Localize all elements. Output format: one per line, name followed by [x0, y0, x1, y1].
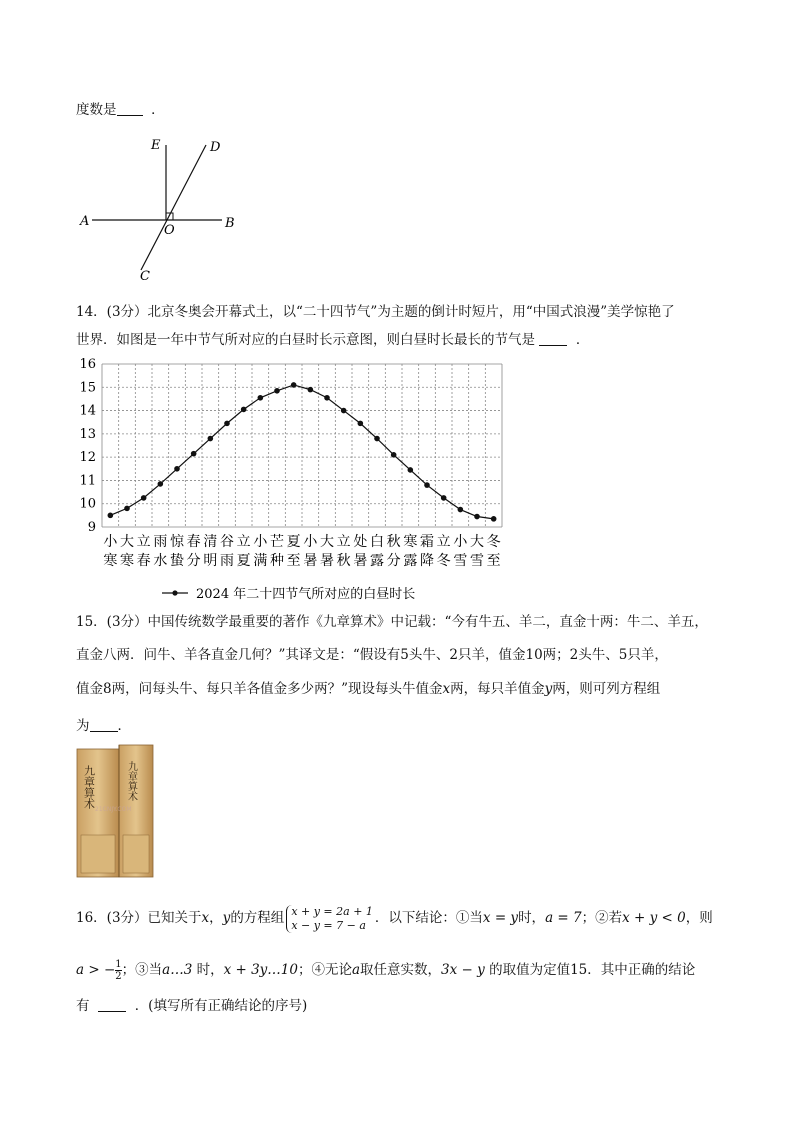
data-point — [324, 395, 330, 401]
data-point — [441, 495, 447, 501]
q15-line4-text: 为 — [76, 718, 90, 734]
x-tick-label-bottom: 暑 — [353, 553, 368, 569]
x-tick-label-top: 冬 — [486, 534, 501, 550]
data-point — [141, 495, 147, 501]
x-tick-label-bottom: 暑 — [320, 553, 334, 569]
data-point — [424, 482, 430, 488]
x-tick-label-top: 立 — [336, 534, 351, 550]
y-tick-label: 16 — [79, 357, 96, 372]
q16-line3 — [76, 996, 307, 1016]
x-tick-label-top: 惊 — [170, 534, 184, 550]
legend-marker — [172, 590, 177, 595]
label-a: A — [80, 214, 90, 229]
x-tick-label-top: 立 — [436, 534, 451, 550]
q14-line1: 14．(3分）北京冬奥会开幕式土，以“二十四节气”为主题的倒计时短片，用“中国式浪漫”美学惊艳了 — [76, 304, 675, 320]
cond-2: x + y < 0 — [622, 910, 686, 926]
x-tick-label-top: 小 — [103, 534, 118, 550]
q14-line2-text: 世界．如图是一年中节气所对应的白昼时长示意图，则白昼时长最长的节气是 — [76, 332, 535, 348]
x-tick-label-top: 立 — [136, 534, 151, 550]
q16-conclusions-intro: ．以下结论：①当 — [374, 910, 483, 926]
chart-grid — [102, 364, 502, 527]
q16-line2 — [76, 955, 695, 985]
legend — [162, 586, 415, 602]
x-tick-label-bottom: 蛰 — [170, 553, 184, 569]
data-point — [308, 387, 314, 393]
x-tick-label-bottom: 冬 — [436, 553, 451, 569]
y-tick-label: 9 — [87, 520, 96, 535]
q15-line1: 15．(3分）中国传统数学最重要的著作《九章算术》中记载：“今有牛五、羊二，直金十两：牛二、羊五， — [76, 614, 708, 630]
geometry-figure — [78, 135, 248, 280]
result-2: a > − — [76, 962, 116, 978]
x-tick-label-bottom: 露 — [403, 553, 418, 569]
data-point — [124, 506, 130, 512]
text: ；③当 — [121, 962, 163, 978]
data-point — [208, 436, 214, 442]
data-point — [474, 514, 480, 520]
period: ． — [151, 102, 165, 118]
data-point — [408, 467, 414, 473]
daylight-chart — [76, 352, 516, 604]
book-title-left: 九章算术 — [82, 765, 96, 809]
data-point — [241, 407, 247, 413]
q16-line3-text: 有 — [76, 998, 90, 1014]
x-tick-label-top: 大 — [320, 534, 334, 550]
answer-blank-13[interactable] — [117, 101, 143, 116]
q16-line1 — [76, 903, 713, 933]
x-tick-label-bottom: 秋 — [336, 553, 351, 569]
expr-3x-y: 3x − y — [441, 962, 485, 978]
y-tick-label: 14 — [79, 403, 96, 419]
frac-den: 2 — [115, 971, 122, 982]
data-point — [174, 466, 180, 472]
x-tick-label-top: 春 — [186, 534, 201, 550]
data-point — [224, 421, 230, 427]
x-tick-label-top: 谷 — [220, 534, 234, 550]
result-1: a = 7 — [545, 910, 582, 926]
comma: ， — [209, 910, 223, 926]
y-tick-labels — [79, 357, 96, 535]
period: ． — [117, 718, 131, 734]
data-point — [258, 395, 264, 401]
data-point — [391, 452, 397, 458]
q16-intro2: 的方程组 — [230, 910, 285, 926]
q15-line3-c: 两，则可列方程组 — [552, 681, 661, 697]
result-3: x + 3y…10 — [223, 962, 298, 978]
x-tick-label-bottom: 夏 — [236, 553, 251, 569]
y-tick-label: 10 — [79, 496, 96, 512]
text: 取任意实数， — [360, 962, 442, 978]
cond-1: x = y — [482, 910, 519, 926]
x-tick-label-bottom: 雪 — [453, 553, 468, 569]
q15-line3-a: 值金8两，问每头牛、每只羊各值金多少两？”现设每头牛值金 — [76, 681, 443, 697]
jiuzhang-suanshu-book-image — [75, 743, 157, 880]
data-point — [491, 516, 497, 522]
label-b: B — [225, 216, 235, 231]
x-tick-label-bottom: 种 — [270, 553, 284, 569]
var-x: x — [442, 681, 451, 697]
q15-line4 — [76, 716, 131, 736]
legend-label: 2024 年二十四节气所对应的白昼时长 — [196, 587, 416, 602]
text: ；②若 — [581, 910, 623, 926]
x-tick-label-bottom: 雪 — [470, 553, 484, 569]
x-tick-label-top: 霜 — [420, 534, 434, 550]
x-tick-label-bottom: 降 — [420, 553, 434, 569]
data-point — [291, 382, 297, 388]
data-point — [374, 436, 380, 442]
var-y: y — [222, 910, 231, 926]
x-tick-label-bottom: 寒 — [120, 553, 134, 569]
x-tick-label-bottom: 露 — [370, 553, 384, 569]
data-point — [458, 507, 464, 513]
x-tick-label-bottom: 至 — [286, 553, 301, 569]
answer-blank-14[interactable] — [539, 331, 567, 346]
var-x: x — [201, 910, 210, 926]
line-cd — [141, 145, 206, 270]
var-a: a — [351, 962, 361, 978]
y-tick-label: 11 — [79, 473, 96, 489]
text: 时， — [518, 910, 546, 926]
book-title-right: 九章算术 — [125, 761, 137, 801]
top-text: 度数是 — [76, 102, 117, 118]
q15-line2: 直金八两．问牛、羊各直金几何？”其译文是：“假设有5头牛、2只羊，值金10两；2头牛、5只羊， — [76, 647, 668, 663]
data-point — [191, 451, 197, 457]
x-tick-label-bottom: 满 — [253, 553, 268, 569]
label-e: E — [151, 138, 161, 153]
q15-line3-b: 两，每只羊值金 — [450, 681, 545, 697]
x-tick-label-top: 秋 — [386, 534, 401, 550]
x-tick-label-top: 芒 — [270, 534, 284, 550]
x-tick-label-bottom: 雨 — [220, 553, 234, 569]
x-tick-label-top: 小 — [253, 534, 268, 550]
answer-blank-16[interactable] — [98, 997, 126, 1012]
x-tick-label-top: 雨 — [153, 534, 168, 550]
data-point — [274, 388, 280, 394]
x-tick-label-top: 立 — [236, 534, 251, 550]
x-tick-label-bottom: 水 — [153, 553, 168, 569]
x-tick-label-top: 大 — [120, 534, 134, 550]
equation-1: x + y = 2a + 1 — [291, 904, 373, 918]
x-tick-label-top: 小 — [453, 534, 468, 550]
x-tick-label-top: 清 — [203, 534, 218, 550]
q16-intro: 16．(3分）已知关于 — [76, 910, 202, 926]
x-tick-label-top: 白 — [370, 534, 384, 550]
var-y: y — [544, 681, 553, 697]
x-tick-label-bottom: 分 — [186, 553, 201, 569]
book-watermark: 21CNJY.COM — [95, 806, 132, 813]
x-tick-label-top: 寒 — [403, 534, 418, 550]
y-tick-label: 13 — [79, 426, 96, 442]
top-answer-line — [76, 100, 165, 120]
text: 时， — [196, 962, 224, 978]
y-tick-label: 15 — [79, 380, 96, 396]
q16-instruction: ．(填写所有正确结论的序号) — [134, 998, 308, 1014]
x-tick-label-top: 大 — [470, 534, 484, 550]
x-tick-label-bottom: 寒 — [103, 553, 118, 569]
x-tick-label-bottom: 分 — [386, 553, 401, 569]
data-point — [108, 513, 114, 519]
x-tick-label-bottom: 至 — [486, 553, 501, 569]
text: 的取值为定值15．其中正确的结论 — [489, 962, 696, 978]
text: ；④无论 — [297, 962, 352, 978]
x-tick-label-top: 夏 — [286, 534, 301, 550]
x-tick-label-top: 小 — [303, 534, 318, 550]
q14-line2 — [76, 330, 589, 350]
equation-system — [286, 905, 373, 933]
x-tick-label-bottom: 明 — [203, 553, 218, 569]
equation-2: x − y = 7 − a — [291, 918, 366, 932]
frac-num: 1 — [115, 959, 122, 970]
x-tick-label-bottom: 暑 — [303, 553, 318, 569]
x-tick-labels — [103, 533, 500, 569]
period: ． — [575, 332, 590, 348]
cond-3: a…3 — [162, 962, 193, 978]
data-point — [158, 481, 164, 487]
text: ，则 — [685, 910, 713, 926]
data-point — [341, 408, 347, 414]
x-tick-label-bottom: 春 — [136, 553, 151, 569]
label-o: O — [164, 223, 175, 238]
y-tick-label: 12 — [79, 450, 96, 466]
answer-blank-15[interactable] — [90, 717, 118, 732]
q15-line3 — [76, 679, 660, 699]
label-c: C — [140, 269, 150, 280]
x-tick-label-top: 处 — [353, 534, 368, 550]
label-d: D — [210, 140, 221, 155]
data-point — [358, 421, 364, 427]
